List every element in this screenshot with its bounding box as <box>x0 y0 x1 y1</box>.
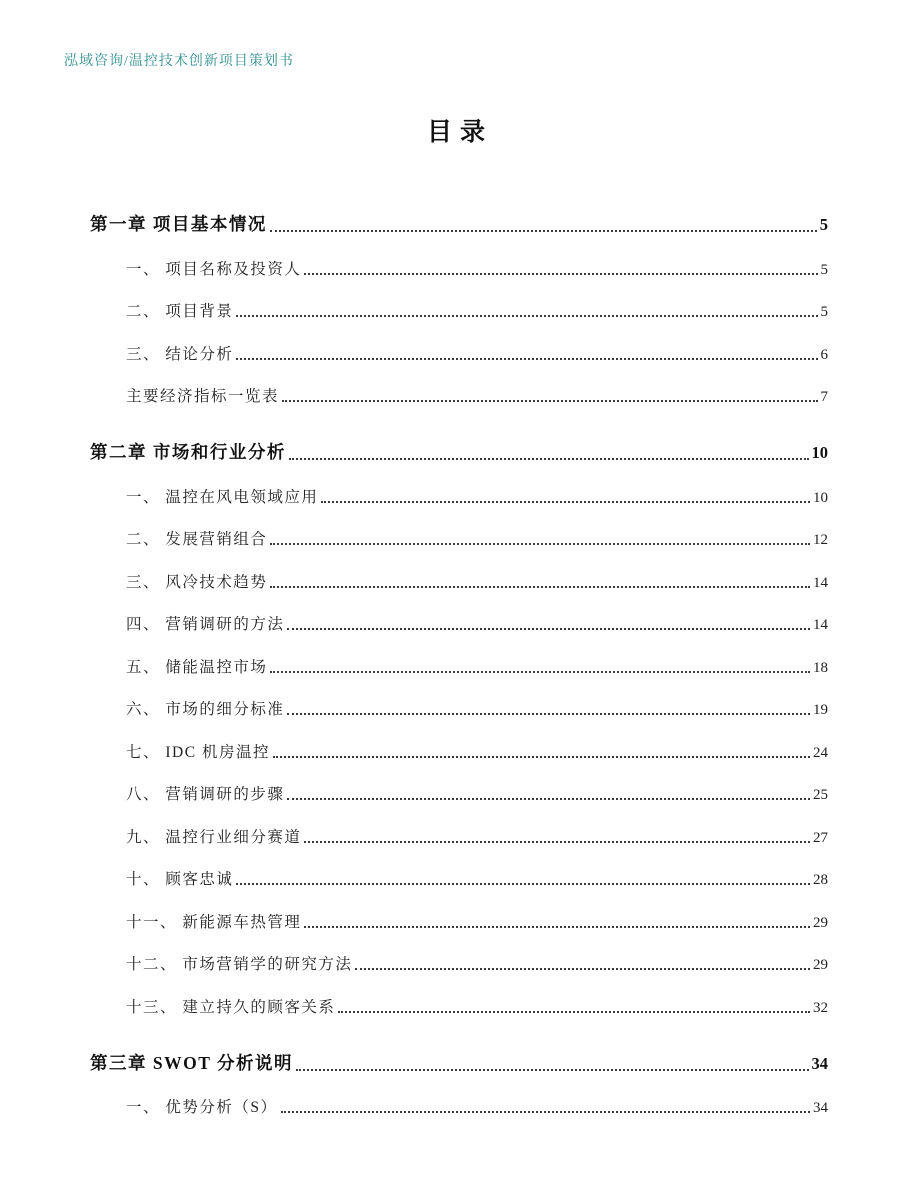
dot-leader <box>287 713 810 715</box>
dot-leader <box>287 628 810 630</box>
toc-entry[interactable] <box>126 342 828 364</box>
toc-entry[interactable] <box>126 384 828 406</box>
toc-entry[interactable] <box>126 995 828 1017</box>
dot-leader <box>321 501 810 503</box>
toc-entry[interactable] <box>126 782 828 804</box>
toc-entry[interactable] <box>126 655 828 677</box>
toc-entry-page-number: 28 <box>813 872 828 888</box>
toc-entry-label: 三、 风冷技术趋势 <box>126 573 268 591</box>
toc-entry-page-number: 5 <box>819 215 828 234</box>
dot-leader <box>287 798 810 800</box>
toc-entry-label: 主要经济指标一览表 <box>126 388 280 405</box>
toc-entry-label: 第一章 项目基本情况 <box>90 214 267 234</box>
dot-leader <box>236 883 810 885</box>
toc-entry[interactable] <box>126 612 828 634</box>
toc-entry[interactable] <box>126 1095 828 1117</box>
dot-leader <box>270 543 810 545</box>
toc-entry-label: 第二章 市场和行业分析 <box>90 442 286 462</box>
toc-entry-page-number: 5 <box>820 261 828 278</box>
dot-leader <box>282 400 817 402</box>
toc-entry[interactable] <box>126 952 828 974</box>
toc-entry-label: 九、 温控行业细分赛道 <box>126 828 302 846</box>
toc-entry[interactable] <box>126 867 828 889</box>
toc-entry[interactable] <box>126 485 828 507</box>
toc-entry-page-number: 29 <box>813 957 828 973</box>
toc-entry-label: 二、 发展营销组合 <box>126 531 268 548</box>
dot-leader <box>338 1011 810 1013</box>
toc-entry-page-number: 34 <box>811 1053 828 1073</box>
dot-leader <box>304 926 810 928</box>
toc-entry[interactable] <box>90 1050 828 1075</box>
dot-leader <box>281 1111 811 1113</box>
toc-entry-label: 一、 优势分析（S） <box>126 1099 278 1116</box>
toc-entry-label: 十、 顾客忠诚 <box>126 871 234 888</box>
toc-entry-label: 四、 营销调研的方法 <box>126 616 285 633</box>
toc-entry[interactable] <box>126 910 828 932</box>
toc-entry-label: 三、 结论分析 <box>126 345 234 363</box>
toc-entry-label: 十二、 市场营销学的研究方法 <box>126 956 353 973</box>
dot-leader <box>270 671 810 673</box>
toc-title: 目录 <box>426 119 493 146</box>
toc-entry-label: 一、 项目名称及投资人 <box>126 260 302 278</box>
toc-entry-label: 六、 市场的细分标准 <box>126 701 285 718</box>
dot-leader <box>304 841 810 843</box>
toc-entry[interactable] <box>126 527 828 549</box>
toc-entry-page-number: 27 <box>813 829 828 846</box>
toc-entry[interactable] <box>90 439 828 464</box>
dot-leader <box>270 586 810 588</box>
toc-entry-page-number: 25 <box>813 787 828 803</box>
toc-entry-label: 五、 储能温控市场 <box>126 658 268 676</box>
toc-entry[interactable] <box>90 211 828 236</box>
toc-list <box>90 178 828 1117</box>
toc-entry-page-number: 24 <box>813 744 828 761</box>
toc-entry-label: 第三章 SWOT 分析说明 <box>90 1052 293 1073</box>
toc-entry-page-number: 10 <box>813 489 828 506</box>
dot-leader <box>273 756 810 758</box>
toc-entry-page-number: 6 <box>820 346 828 363</box>
dot-leader <box>289 458 809 460</box>
toc-entry-page-number: 29 <box>813 914 828 931</box>
toc-entry[interactable] <box>126 257 828 279</box>
toc-entry-page-number: 14 <box>813 617 828 633</box>
toc-entry-page-number: 32 <box>813 999 828 1016</box>
toc-entry-label: 十三、 建立持久的顾客关系 <box>126 998 336 1016</box>
toc-entry[interactable] <box>126 697 828 719</box>
dot-leader <box>296 1069 809 1071</box>
toc-entry-label: 八、 营销调研的步骤 <box>126 786 285 803</box>
toc-entry[interactable] <box>126 570 828 592</box>
toc-entry-page-number: 10 <box>811 443 828 462</box>
toc-entry[interactable] <box>126 825 828 847</box>
dot-leader <box>270 230 817 232</box>
dot-leader <box>236 358 817 360</box>
toc-entry-page-number: 34 <box>813 1100 828 1116</box>
document-header-text: 泓域咨询/温控技术创新项目策划书 <box>64 54 294 69</box>
toc-entry-label: 二、 项目背景 <box>126 303 234 320</box>
toc-entry-label: 十一、 新能源车热管理 <box>126 913 302 931</box>
toc-entry-label: 一、 温控在风电领域应用 <box>126 488 319 506</box>
toc-entry-page-number: 12 <box>813 532 828 548</box>
toc-entry-page-number: 14 <box>813 574 828 591</box>
toc-entry-page-number: 5 <box>820 304 828 320</box>
dot-leader <box>355 968 810 970</box>
toc-entry-label: 七、 IDC 机房温控 <box>126 743 270 761</box>
toc-entry[interactable] <box>126 740 828 762</box>
dot-leader <box>236 315 817 317</box>
toc-entry[interactable] <box>126 299 828 321</box>
dot-leader <box>304 273 817 275</box>
toc-entry-page-number: 19 <box>813 702 828 718</box>
toc-entry-page-number: 18 <box>813 659 828 676</box>
toc-entry-page-number: 7 <box>820 389 828 405</box>
